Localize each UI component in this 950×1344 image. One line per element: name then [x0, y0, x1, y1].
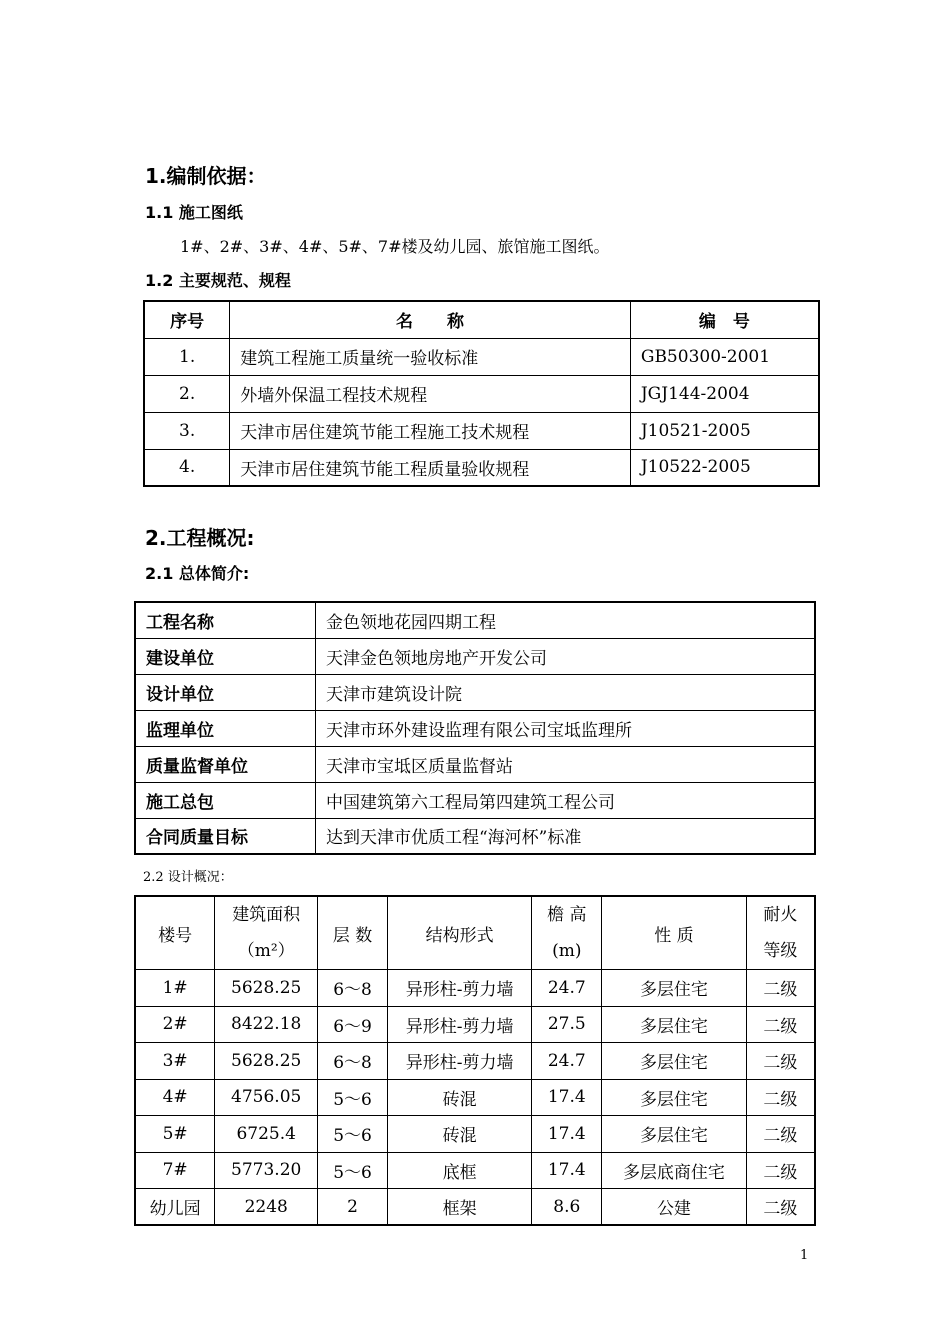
- overview-value: 天津市环外建设监理有限公司宝坻监理所: [315, 710, 815, 746]
- overview-label: 合同质量目标: [135, 818, 315, 854]
- table-row: [135, 970, 815, 1007]
- design-structure: 砖混: [387, 1116, 531, 1153]
- overview-value: 中国建筑第六工程局第四建筑工程公司: [315, 782, 815, 818]
- overview-label: 监理单位: [135, 710, 315, 746]
- design-nature: 多层住宅: [602, 1079, 746, 1116]
- overview-label: 建设单位: [135, 638, 315, 674]
- table-row: [135, 782, 815, 818]
- overview-value: 天津金色领地房地产开发公司: [315, 638, 815, 674]
- design-building: 7#: [135, 1152, 215, 1189]
- overview-value: 天津市建筑设计院: [315, 674, 815, 710]
- overview-label: 质量监督单位: [135, 746, 315, 782]
- section2-1-heading: 2.1 总体简介:: [145, 564, 250, 583]
- standards-header-row: [144, 301, 819, 338]
- design-table: [134, 895, 816, 1226]
- table-row: [135, 638, 815, 674]
- design-building: 3#: [135, 1043, 215, 1080]
- table-row: [135, 1189, 815, 1226]
- design-structure: 框架: [387, 1189, 531, 1226]
- standard-no: 2.: [144, 375, 230, 412]
- design-nature: 多层底商住宅: [602, 1152, 746, 1189]
- table-row: [135, 710, 815, 746]
- standard-name: 天津市居住建筑节能工程质量验收规程: [230, 449, 631, 486]
- design-header-floors: 层 数: [318, 896, 388, 970]
- design-structure: 异形柱-剪力墙: [387, 970, 531, 1007]
- overview-value: 天津市宝坻区质量监督站: [315, 746, 815, 782]
- design-area: 6725.4: [215, 1116, 318, 1153]
- design-height: 17.4: [532, 1152, 602, 1189]
- design-height: 27.5: [532, 1006, 602, 1043]
- drawings-text: 1#、2#、3#、4#、5#、7#楼及幼儿园、旅馆施工图纸。: [180, 237, 610, 256]
- standard-no: 4.: [144, 449, 230, 486]
- table-row: [135, 1079, 815, 1116]
- table-row: [135, 1006, 815, 1043]
- overview-table: [134, 601, 816, 855]
- standard-name: 天津市居住建筑节能工程施工技术规程: [230, 412, 631, 449]
- design-height: 17.4: [532, 1116, 602, 1153]
- table-row: [144, 412, 819, 449]
- design-area: 5628.25: [215, 1043, 318, 1080]
- design-building: 幼儿园: [135, 1189, 215, 1226]
- design-height: 24.7: [532, 1043, 602, 1080]
- design-area: 2248: [215, 1189, 318, 1226]
- design-building: 2#: [135, 1006, 215, 1043]
- standards-header-name: 名 称: [230, 301, 631, 338]
- design-height: 17.4: [532, 1079, 602, 1116]
- design-floors: 6～9: [318, 1006, 388, 1043]
- table-row: [144, 449, 819, 486]
- design-header-fire-line1: 耐火: [763, 905, 798, 925]
- section1-title: 1.编制依据：: [145, 164, 267, 188]
- standard-no: 1.: [144, 338, 230, 375]
- design-header-building: 楼号: [135, 896, 215, 970]
- table-row: [135, 1152, 815, 1189]
- standards-header-code: 编 号: [630, 301, 819, 338]
- section2-title: 2.工程概况:: [145, 526, 255, 550]
- table-row: [144, 375, 819, 412]
- design-header-height-line2: (m): [552, 941, 582, 961]
- standard-code: J10521-2005: [630, 412, 819, 449]
- design-nature: 多层住宅: [602, 1006, 746, 1043]
- design-floors: 5～6: [318, 1116, 388, 1153]
- design-header-structure: 结构形式: [387, 896, 531, 970]
- standard-code: J10522-2005: [630, 449, 819, 486]
- design-nature: 多层住宅: [602, 1043, 746, 1080]
- design-height: 8.6: [532, 1189, 602, 1226]
- design-header-area-line2: （m²）: [237, 941, 295, 961]
- table-row: [135, 674, 815, 710]
- table-row: [135, 746, 815, 782]
- design-area: 5628.25: [215, 970, 318, 1007]
- design-nature: 公建: [602, 1189, 746, 1226]
- design-structure: 异形柱-剪力墙: [387, 1043, 531, 1080]
- design-header-height-line1: 檐 高: [547, 905, 587, 925]
- design-floors: 6～8: [318, 1043, 388, 1080]
- design-floors: 5～6: [318, 1079, 388, 1116]
- overview-value: 金色领地花园四期工程: [315, 602, 815, 638]
- design-header-fire: [746, 896, 815, 970]
- section1-2-heading: 1.2 主要规范、规程: [145, 271, 291, 290]
- table-row: [135, 1043, 815, 1080]
- standard-code: JGJ144-2004: [630, 375, 819, 412]
- design-fire: 二级: [746, 970, 815, 1007]
- table-row: [144, 338, 819, 375]
- design-header-area-line1: 建筑面积: [232, 905, 301, 925]
- standard-name: 外墙外保温工程技术规程: [230, 375, 631, 412]
- design-area: 4756.05: [215, 1079, 318, 1116]
- standard-code: GB50300-2001: [630, 338, 819, 375]
- section1-1-heading: 1.1 施工图纸: [145, 203, 243, 222]
- overview-label: 施工总包: [135, 782, 315, 818]
- table-row: [135, 818, 815, 854]
- design-area: 8422.18: [215, 1006, 318, 1043]
- design-fire: 二级: [746, 1006, 815, 1043]
- standard-no: 3.: [144, 412, 230, 449]
- design-building: 5#: [135, 1116, 215, 1153]
- design-structure: 底框: [387, 1152, 531, 1189]
- design-fire: 二级: [746, 1152, 815, 1189]
- design-building: 4#: [135, 1079, 215, 1116]
- design-header-height: [532, 896, 602, 970]
- design-fire: 二级: [746, 1189, 815, 1226]
- standards-header-no: 序号: [144, 301, 230, 338]
- design-fire: 二级: [746, 1079, 815, 1116]
- table-row: [135, 602, 815, 638]
- overview-value: 达到天津市优质工程“海河杯”标准: [315, 818, 815, 854]
- design-header-fire-line2: 等级: [763, 941, 798, 961]
- design-header-area: [215, 896, 318, 970]
- design-nature: 多层住宅: [602, 1116, 746, 1153]
- design-area: 5773.20: [215, 1152, 318, 1189]
- overview-label: 设计单位: [135, 674, 315, 710]
- design-structure: 砖混: [387, 1079, 531, 1116]
- design-nature: 多层住宅: [602, 970, 746, 1007]
- design-floors: 6～8: [318, 970, 388, 1007]
- design-floors: 5～6: [318, 1152, 388, 1189]
- design-fire: 二级: [746, 1043, 815, 1080]
- design-fire: 二级: [746, 1116, 815, 1153]
- design-building: 1#: [135, 970, 215, 1007]
- standard-name: 建筑工程施工质量统一验收标准: [230, 338, 631, 375]
- design-structure: 异形柱-剪力墙: [387, 1006, 531, 1043]
- overview-label: 工程名称: [135, 602, 315, 638]
- standards-table: [143, 300, 820, 487]
- table-row: [135, 1116, 815, 1153]
- design-header-nature: 性 质: [602, 896, 746, 970]
- design-header-row: [135, 896, 815, 970]
- section2-2-heading: 2.2 设计概况：: [143, 870, 233, 885]
- design-height: 24.7: [532, 970, 602, 1007]
- page-number: 1: [800, 1248, 809, 1263]
- design-floors: 2: [318, 1189, 388, 1226]
